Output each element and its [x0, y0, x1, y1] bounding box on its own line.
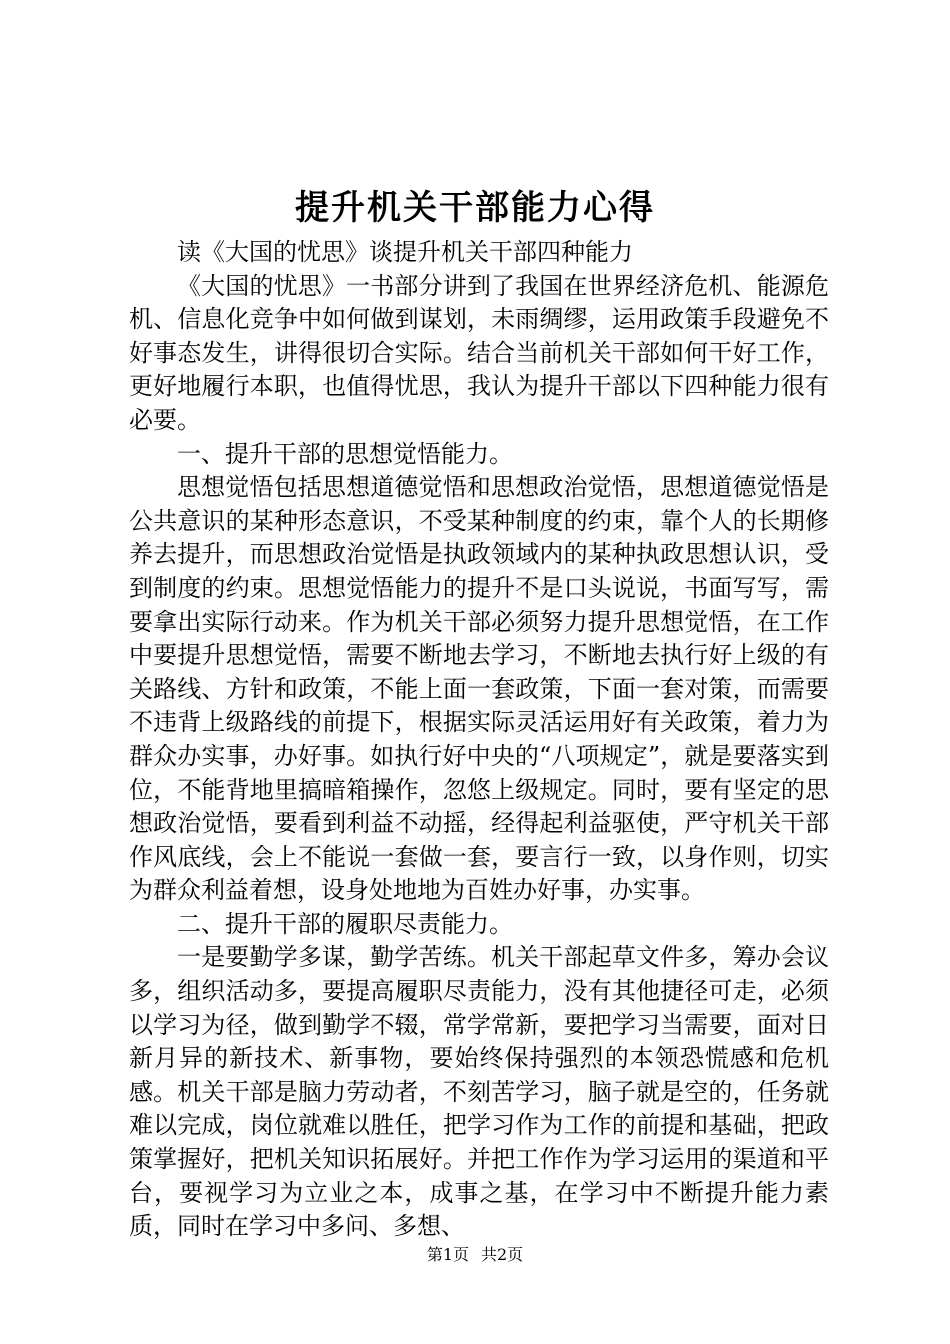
document-title: 提升机关干部能力心得: [295, 188, 655, 228]
page-total: 共2页: [481, 1245, 524, 1264]
page-footer: [0, 1244, 950, 1266]
subtitle-paragraph: 读《大国的忧思》谈提升机关干部四种能力: [177, 238, 633, 266]
page-number: 第1页: [426, 1245, 469, 1264]
body-paragraph: 《大国的忧思》一书部分讲到了我国在世界经济危机、能源危机、信息化竞争中如何做到谋划，未雨绸缪，运用政策手段避免不好事态发生，讲得很切合实际。结合当前机关干部如何干好工作，更好地履行本职，也值得忧思，我认为提升干部以下四种能力很有必要。: [129, 271, 829, 434]
document-body: [129, 236, 829, 1244]
section-heading: 二、提升干部的履职尽责能力。: [177, 909, 513, 938]
section-heading: 一、提升干部的思想觉悟能力。: [177, 439, 513, 468]
body-paragraph: 思想觉悟包括思想道德觉悟和思想政治觉悟，思想道德觉悟是公共意识的某种形态意识，不受某种制度的约束，靠个人的长期修养去提升，而思想政治觉悟是执政领域内的某种执政思想认识，受到制度的约束。思想觉悟能力的提升不是口头说说，书面写写，需要拿出实际行动来。作为机关干部必须努力提升思想觉悟，在工作中要提升思想觉悟，需要不断地去学习，不断地去执行好上级的有关路线、方针和政策，不能上面一套政策，下面一套对策，而需要不违背上级路线的前提下，根据实际灵活运用好有关政策，着力为群众办实事，办好事。如执行好中央的“八项规定”，就是要落实到位，不能背地里搞暗箱操作，忽悠上级规定。同时，要有坚定的思想政治觉悟，要看到利益不动摇，经得起利益驱使，严守机关干部作风底线，会上不能说一套做一套，要言行一致，以身作则，切实为群众利益着想，设身处地地为百姓办好事，办实事。: [129, 473, 829, 905]
body-paragraph: 一是要勤学多谋，勤学苦练。机关干部起草文件多，筹办会议多，组织活动多，要提高履职尽责能力，没有其他捷径可走，必须以学习为径，做到勤学不辍，常学常新，要把学习当需要，面对日新月异的新技术、新事物，要始终保持强烈的本领恐慌感和危机感。机关干部是脑力劳动者，不刻苦学习，脑子就是空的，任务就难以完成，岗位就难以胜任，把学习作为工作的前提和基础，把政策掌握好，把机关知识拓展好。并把工作作为学习运用的渠道和平台，要视学习为立业之本，成事之基，在学习中不断提升能力素质，同时在学习中多问、多想、: [129, 943, 829, 1241]
